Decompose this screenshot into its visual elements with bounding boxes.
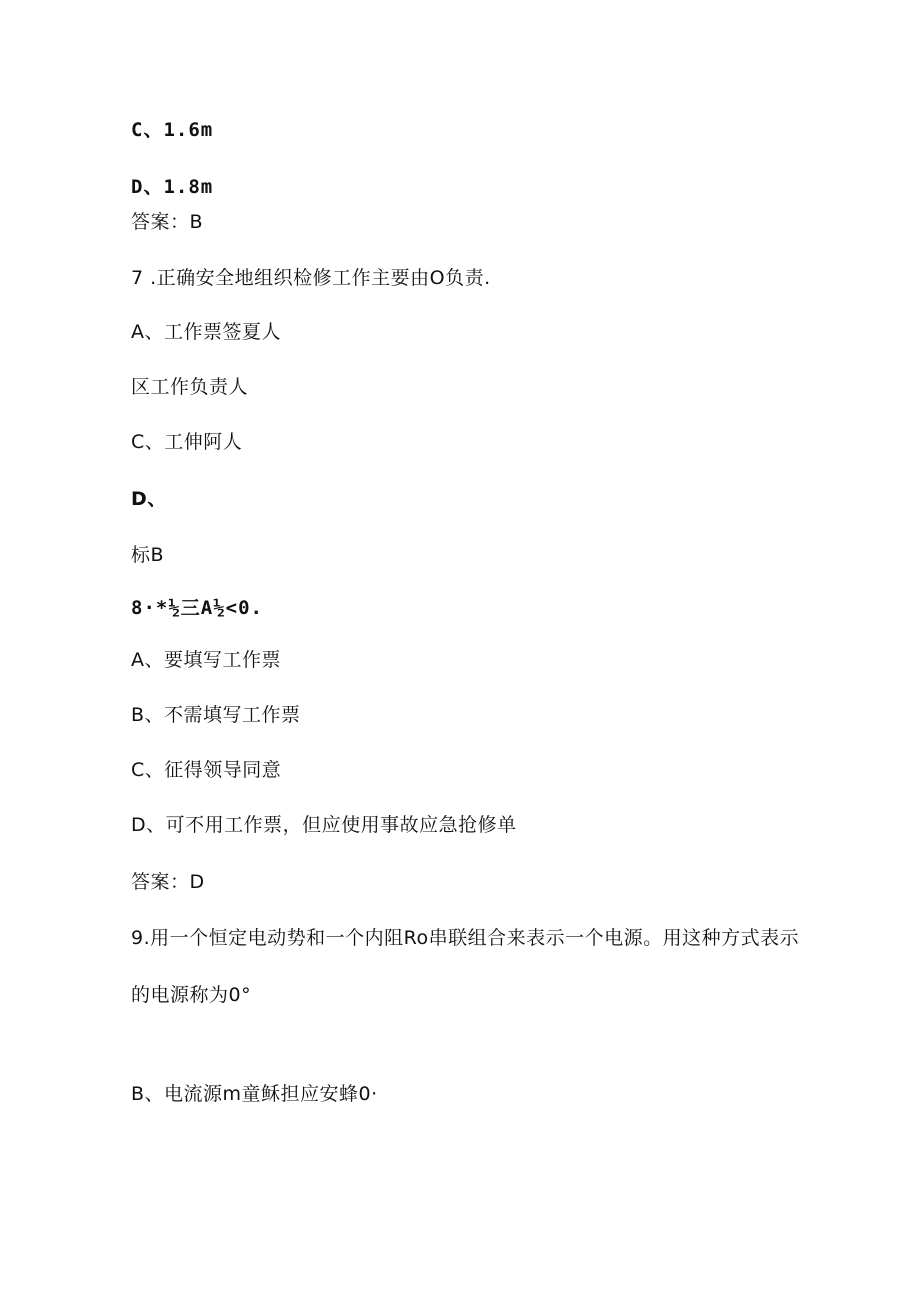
answer-q7: 标B [131,544,165,566]
option-c-q7: C、工伸阿人 [131,431,243,453]
option-c-q6: C、1.6m [131,119,214,141]
question-9-line-1: 9.用一个恒定电动势和一个内阻Ro串联组合来表示一个电源。用这种方式表示 [131,927,800,949]
question-8: 8·*½三A½<0. [131,597,263,619]
answer-q8: 答案：D [131,871,205,893]
option-d-q6: D、1.8m [131,176,214,198]
option-b-q7: 区工作负责人 [131,376,249,398]
option-d-q8: D、可不用工作票，但应使用事故应急抢修单 [131,814,517,836]
answer-q6: 答案：B [131,211,204,233]
question-9-line-2: 的电源称为0° [131,984,252,1006]
question-7: 7 .正确安全地组织检修工作主要由O负责. [131,267,491,289]
option-c-q8: C、征得领导同意 [131,759,282,781]
option-d-q7: D、 [131,488,167,510]
option-b-q8: B、不需填写工作票 [131,704,301,726]
option-a-q7: A、工作票签夏人 [131,321,281,343]
option-a-q8: A、要填写工作票 [131,649,281,671]
option-b-q9: B、电流源m童稣担应安蜂0· [131,1083,378,1105]
